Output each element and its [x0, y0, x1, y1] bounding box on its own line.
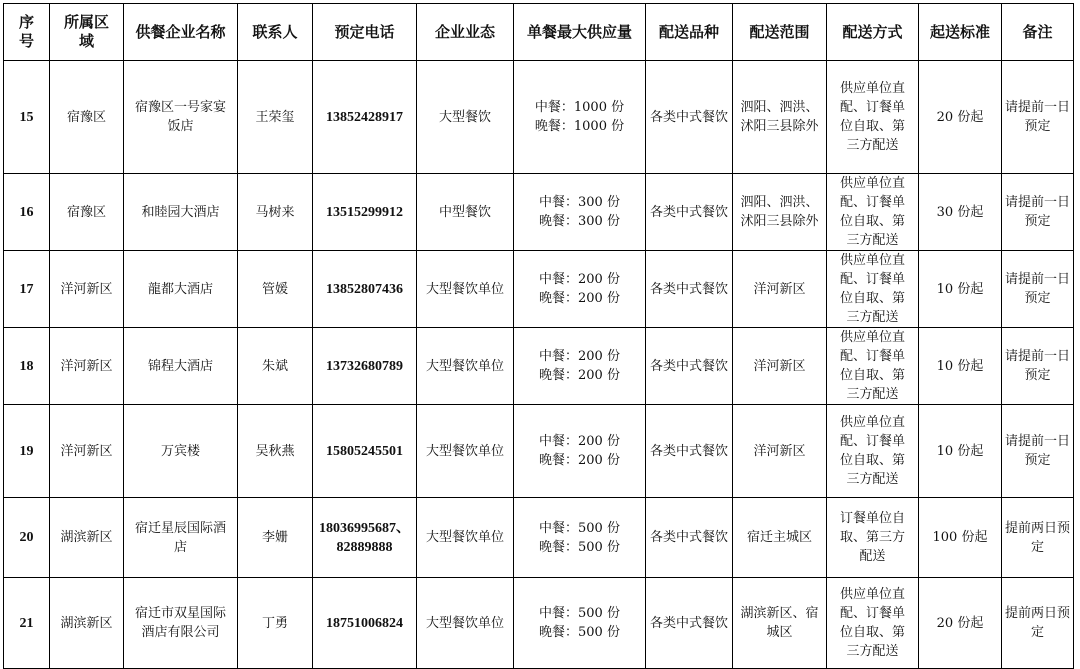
header-contact: 联系人 — [238, 4, 313, 61]
table-body — [4, 61, 1074, 669]
table-row — [4, 498, 1074, 578]
table-row — [4, 405, 1074, 498]
table-row — [4, 578, 1074, 669]
cell-supply — [514, 328, 646, 405]
cell-area: 湖滨新区 — [50, 578, 124, 669]
cell-variety: 各类中式餐饮 — [646, 578, 733, 669]
cell-range: 湖滨新区、宿城区 — [733, 578, 827, 669]
cell-range: 洋河新区 — [733, 251, 827, 328]
cell-contact: 管媛 — [238, 251, 313, 328]
cell-method: 供应单位直配、订餐单位自取、第三方配送 — [827, 174, 919, 251]
header-range: 配送范围 — [733, 4, 827, 61]
cell-contact: 朱斌 — [238, 328, 313, 405]
cell-type: 大型餐饮单位 — [417, 328, 514, 405]
cell-supply — [514, 498, 646, 578]
cell-seq: 20 — [4, 498, 50, 578]
cell-phone: 18751006824 — [313, 578, 417, 669]
cell-minimum: 30 份起 — [919, 174, 1002, 251]
cell-name: 和睦园大酒店 — [124, 174, 238, 251]
cell-range: 洋河新区 — [733, 328, 827, 405]
cell-note: 提前两日预定 — [1002, 578, 1074, 669]
supply-lunch: 中餐：200 份 — [539, 349, 620, 364]
cell-contact: 丁勇 — [238, 578, 313, 669]
cell-phone: 13852428917 — [313, 61, 417, 174]
cell-supply — [514, 61, 646, 174]
supply-dinner: 晚餐：500 份 — [539, 539, 620, 555]
cell-contact: 吴秋燕 — [238, 405, 313, 498]
cell-name: 龍都大酒店 — [124, 251, 238, 328]
cell-area: 洋河新区 — [50, 328, 124, 405]
table-row — [4, 328, 1074, 405]
header-method: 配送方式 — [827, 4, 919, 61]
cell-name: 宿迁星辰国际酒店 — [124, 498, 238, 578]
cell-supply — [514, 405, 646, 498]
cell-area: 洋河新区 — [50, 405, 124, 498]
cell-type: 大型餐饮单位 — [417, 405, 514, 498]
cell-note: 请提前一日预定 — [1002, 405, 1074, 498]
cell-variety: 各类中式餐饮 — [646, 174, 733, 251]
supply-lunch: 中餐：1000 份 — [534, 100, 625, 115]
cell-phone: 13732680789 — [313, 328, 417, 405]
cell-method: 供应单位直配、订餐单位自取、第三方配送 — [827, 251, 919, 328]
cell-variety: 各类中式餐饮 — [646, 61, 733, 174]
cell-variety: 各类中式餐饮 — [646, 405, 733, 498]
cell-seq: 16 — [4, 174, 50, 251]
header-variety: 配送品种 — [646, 4, 733, 61]
table-row — [4, 174, 1074, 251]
table-header — [4, 4, 1074, 61]
supply-lunch: 中餐：500 份 — [539, 606, 620, 621]
cell-phone: 15805245501 — [313, 405, 417, 498]
cell-note: 请提前一日预定 — [1002, 61, 1074, 174]
header-type: 企业业态 — [417, 4, 514, 61]
supply-dinner: 晚餐：200 份 — [539, 291, 620, 306]
cell-variety: 各类中式餐饮 — [646, 498, 733, 578]
supply-lunch: 中餐：200 份 — [539, 434, 620, 449]
cell-minimum: 20 份起 — [919, 578, 1002, 669]
header-supply: 单餐最大供应量 — [514, 4, 646, 61]
cell-area: 宿豫区 — [50, 61, 124, 174]
header-seq: 序号 — [4, 4, 50, 61]
header-minimum: 起送标准 — [919, 4, 1002, 61]
cell-method: 供应单位直配、订餐单位自取、第三方配送 — [827, 328, 919, 405]
cell-seq: 17 — [4, 251, 50, 328]
cell-method: 订餐单位自取、第三方配送 — [827, 498, 919, 578]
supply-dinner: 晚餐：300 份 — [539, 214, 620, 229]
cell-note: 请提前一日预定 — [1002, 328, 1074, 405]
cell-phone: 13852807436 — [313, 251, 417, 328]
supply-dinner: 晚餐：200 份 — [539, 368, 620, 383]
supply-dinner: 晚餐：200 份 — [539, 453, 620, 468]
cell-range: 泗阳、泗洪、沭阳三县除外 — [733, 61, 827, 174]
cell-name: 万宾楼 — [124, 405, 238, 498]
cell-contact: 马树来 — [238, 174, 313, 251]
cell-phone: 13515299912 — [313, 174, 417, 251]
cell-note: 提前两日预定 — [1002, 498, 1074, 578]
cell-range: 泗阳、泗洪、沭阳三县除外 — [733, 174, 827, 251]
cell-seq: 19 — [4, 405, 50, 498]
cell-variety: 各类中式餐饮 — [646, 328, 733, 405]
supply-lunch: 中餐：300 份 — [539, 195, 620, 210]
cell-area: 湖滨新区 — [50, 498, 124, 578]
catering-table — [3, 3, 1074, 669]
cell-supply — [514, 251, 646, 328]
header-area: 所属区域 — [50, 4, 124, 61]
cell-method: 供应单位直配、订餐单位自取、第三方配送 — [827, 61, 919, 174]
cell-phone: 18036995687、82889888 — [313, 498, 417, 578]
cell-area: 宿豫区 — [50, 174, 124, 251]
cell-minimum: 20 份起 — [919, 61, 1002, 174]
header-note: 备注 — [1002, 4, 1074, 61]
table-row — [4, 251, 1074, 328]
cell-supply — [514, 578, 646, 669]
cell-note: 请提前一日预定 — [1002, 174, 1074, 251]
cell-area: 洋河新区 — [50, 251, 124, 328]
cell-minimum: 10 份起 — [919, 251, 1002, 328]
cell-supply — [514, 174, 646, 251]
table-row — [4, 61, 1074, 174]
cell-seq: 15 — [4, 61, 50, 174]
cell-minimum: 10 份起 — [919, 328, 1002, 405]
supply-dinner: 晚餐：1000 份 — [534, 119, 625, 134]
cell-seq: 21 — [4, 578, 50, 669]
cell-range: 洋河新区 — [733, 405, 827, 498]
header-phone: 预定电话 — [313, 4, 417, 61]
cell-note: 请提前一日预定 — [1002, 251, 1074, 328]
cell-name: 锦程大酒店 — [124, 328, 238, 405]
header-name: 供餐企业名称 — [124, 4, 238, 61]
cell-type: 大型餐饮单位 — [417, 498, 514, 578]
cell-contact: 李姗 — [238, 498, 313, 578]
cell-minimum: 100 份起 — [919, 498, 1002, 578]
cell-minimum: 10 份起 — [919, 405, 1002, 498]
cell-type: 大型餐饮单位 — [417, 578, 514, 669]
cell-type: 大型餐饮单位 — [417, 251, 514, 328]
supply-lunch: 中餐：500 份 — [539, 520, 620, 536]
cell-method: 供应单位直配、订餐单位自取、第三方配送 — [827, 405, 919, 498]
supply-dinner: 晚餐：500 份 — [539, 625, 620, 640]
cell-type: 大型餐饮 — [417, 61, 514, 174]
cell-seq: 18 — [4, 328, 50, 405]
cell-name: 宿迁市双星国际酒店有限公司 — [124, 578, 238, 669]
supply-lunch: 中餐：200 份 — [539, 272, 620, 287]
cell-type: 中型餐饮 — [417, 174, 514, 251]
cell-method: 供应单位直配、订餐单位自取、第三方配送 — [827, 578, 919, 669]
cell-range: 宿迁主城区 — [733, 498, 827, 578]
cell-name: 宿豫区一号家宴饭店 — [124, 61, 238, 174]
cell-contact: 王荣玺 — [238, 61, 313, 174]
cell-variety: 各类中式餐饮 — [646, 251, 733, 328]
